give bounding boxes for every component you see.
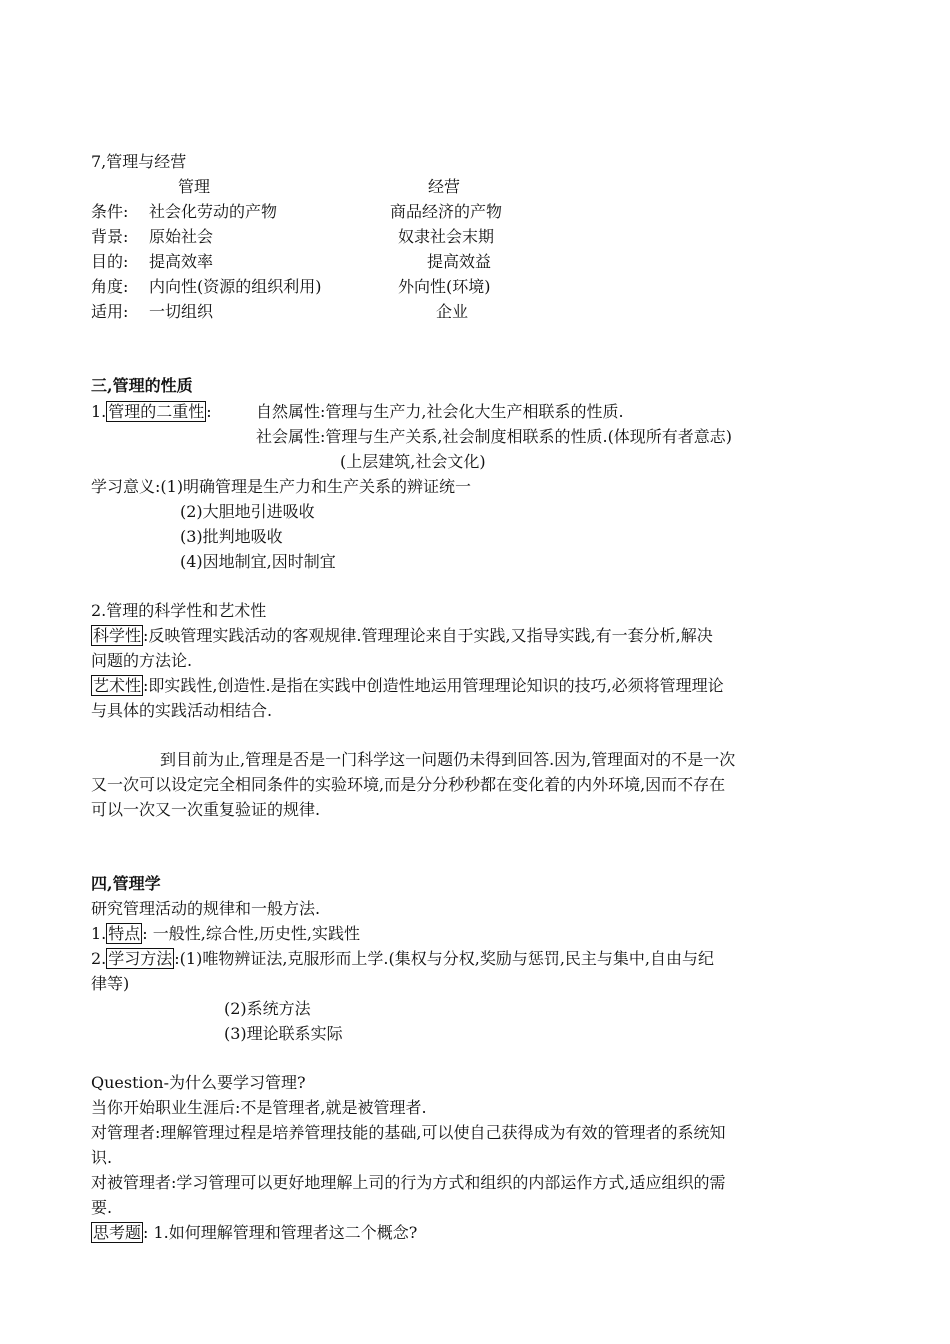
- row-right: 企业: [436, 302, 469, 321]
- methods-text: :(1)唯物辨证法,克服形而上学.(集权与分权,奖励与惩罚,民主与集中,自由与纪: [174, 949, 715, 968]
- term-box-science: 科学性: [93, 626, 142, 645]
- question-line-1: 当你开始职业生涯后:不是管理者,就是被管理者.: [91, 1098, 427, 1117]
- row-left: 社会化劳动的产物: [149, 202, 278, 221]
- row-label: 条件:: [91, 202, 129, 221]
- row-right: 奴隶社会末期: [398, 227, 495, 246]
- row-right: 外向性(环境): [398, 277, 491, 296]
- term-box-methods: 学习方法: [108, 949, 173, 968]
- term-box-think: 思考题: [93, 1223, 142, 1242]
- colon: :: [206, 402, 212, 421]
- paragraph-line-2: 又一次可以设定完全相同条件的实验环境,而是分分秒秒都在变化着的内外环境,因而不存在: [91, 775, 726, 794]
- column-header-operation: 经营: [428, 177, 461, 196]
- duality-line: [91, 401, 212, 423]
- methods-line-2: 律等): [91, 974, 130, 993]
- row-label: 背景:: [91, 227, 129, 246]
- meaning-item-4: (4)因地制宜,因时制宜: [180, 552, 336, 571]
- science-art-title: 2.管理的科学性和艺术性: [91, 601, 267, 620]
- question-title: Question-为什么要学习管理?: [91, 1073, 306, 1092]
- section-4-heading: 四,管理学: [91, 874, 161, 893]
- section-3-heading: 三,管理的性质: [91, 376, 193, 395]
- row-left: 一切组织: [149, 302, 214, 321]
- method-item-3: (3)理论联系实际: [224, 1024, 343, 1043]
- think-line: [91, 1222, 417, 1244]
- features-line: [91, 923, 360, 945]
- term-box-art: 艺术性: [93, 676, 142, 695]
- social-attribute: 社会属性:管理与生产关系,社会制度相联系的性质.(体现所有者意志): [256, 427, 733, 446]
- row-right: 提高效益: [427, 252, 492, 271]
- meaning-item-2: (2)大胆地引进吸收: [180, 502, 315, 521]
- row-left: 内向性(资源的组织利用): [149, 277, 322, 296]
- section-7-title: 7,管理与经营: [91, 152, 187, 171]
- row-left: 原始社会: [149, 227, 214, 246]
- section-4-intro: 研究管理活动的规律和一般方法.: [91, 899, 321, 918]
- row-right: 商品经济的产物: [390, 202, 503, 221]
- item-number: 1.: [91, 924, 107, 943]
- paragraph-line-1: 到目前为止,管理是否是一门科学这一问题仍未得到回答.因为,管理面对的不是一次: [160, 750, 736, 769]
- science-line-2: 问题的方法论.: [91, 651, 193, 670]
- row-label: 目的:: [91, 252, 129, 271]
- question-line-3b: 要.: [91, 1198, 113, 1217]
- row-left: 提高效率: [149, 252, 214, 271]
- method-item-2: (2)系统方法: [224, 999, 311, 1018]
- art-line-1: [91, 675, 724, 697]
- science-text: :反映管理实践活动的客观规律.管理理论来自于实践,又指导实践,有一套分析,解决: [143, 626, 713, 645]
- natural-attribute: 自然属性:管理与生产力,社会化大生产相联系的性质.: [256, 402, 624, 421]
- question-line-2a: 对管理者:理解管理过程是培养管理技能的基础,可以使自己获得成为有效的管理者的系统知: [91, 1123, 726, 1142]
- social-attribute-sub: (上层建筑,社会文化): [340, 452, 486, 471]
- features-text: : 一般性,综合性,历史性,实践性: [142, 924, 361, 943]
- item-number: 2.: [91, 949, 107, 968]
- paragraph-line-3: 可以一次又一次重复验证的规律.: [91, 800, 321, 819]
- methods-line: [91, 948, 714, 970]
- term-box-duality: 管理的二重性: [108, 402, 205, 421]
- row-label: 适用:: [91, 302, 129, 321]
- term-box-features: 特点: [108, 924, 141, 943]
- science-line-1: [91, 625, 713, 647]
- think-text: : 1.如何理解管理和管理者这二个概念?: [143, 1223, 418, 1242]
- learning-meaning: 学习意义:(1)明确管理是生产力和生产关系的辨证统一: [91, 477, 472, 496]
- art-line-2: 与具体的实践活动相结合.: [91, 701, 273, 720]
- column-header-management: 管理: [178, 177, 211, 196]
- item-number: 1.: [91, 402, 107, 421]
- row-label: 角度:: [91, 277, 129, 296]
- question-line-3a: 对被管理者:学习管理可以更好地理解上司的行为方式和组织的内部运作方式,适应组织的需: [91, 1173, 726, 1192]
- question-line-2b: 识.: [91, 1148, 113, 1167]
- art-text: :即实践性,创造性.是指在实践中创造性地运用管理理论知识的技巧,必须将管理理论: [143, 676, 724, 695]
- meaning-item-3: (3)批判地吸收: [180, 527, 283, 546]
